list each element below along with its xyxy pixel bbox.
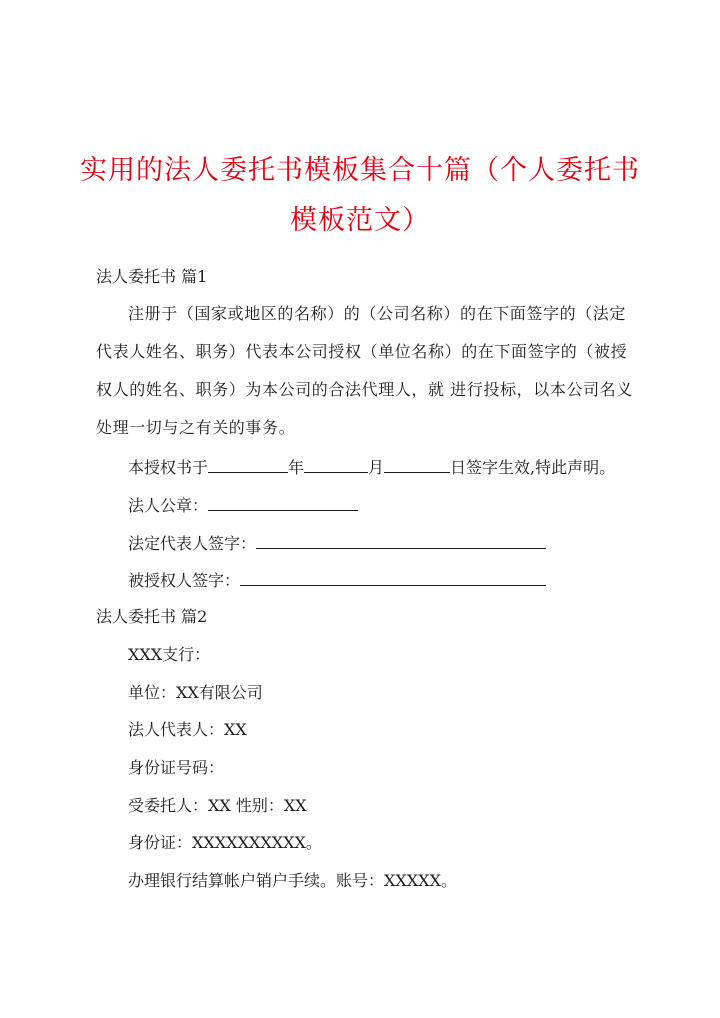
section-2-heading: 法人委托书 篇2 [96, 607, 208, 626]
section-1-heading: 法人委托书 篇1 [96, 267, 208, 286]
section-1-paragraph: 注册于（国家或地区的名称）的（公司名称）的在下面签字的（法定代表人姓名、职务）代表本公司授权（单位名称）的在下面签字的（被授权人的姓名、职务）为本公司的合法代理人，就 进行投标，以本公司名义处理一切与之有关的事务。 [96, 304, 633, 437]
addressee: XXX支行： [128, 645, 211, 664]
effective-suffix: 日签字生效,特此声明。 [450, 458, 616, 477]
year-label: 年 [288, 458, 305, 477]
id-number-line: 身份证号码： [128, 758, 225, 777]
authorized-sign-line [128, 570, 546, 591]
legal-rep-sign-blank [256, 533, 546, 549]
business-line: 办理银行结算帐户销户手续。账号：XXXXX。 [128, 871, 457, 890]
unit-line: 单位：XX有限公司 [128, 683, 263, 702]
seal-line [128, 495, 358, 516]
trustee-line: 受委托人：XX 性别：XX [128, 796, 307, 815]
seal-blank [208, 495, 358, 511]
authorized-sign-label: 被授权人签字： [128, 571, 241, 590]
legal-rep-sign-label: 法定代表人签字： [128, 534, 257, 553]
id-card-line: 身份证：XXXXXXXXXX。 [128, 833, 322, 852]
legal-rep-sign-line [128, 533, 546, 554]
document-title [80, 146, 640, 246]
year-blank [208, 457, 288, 473]
day-blank [384, 457, 450, 473]
legal-rep-line: 法人代表人：XX [128, 720, 247, 739]
month-label: 月 [368, 458, 385, 477]
month-blank [304, 457, 368, 473]
effective-prefix: 本授权书于 [128, 458, 209, 477]
effective-date-line [128, 457, 615, 478]
title-line-2: 模板范文） [290, 205, 430, 236]
authorized-sign-blank [240, 570, 546, 586]
title-line-1: 实用的法人委托书模板集合十篇（个人委托书 [80, 155, 640, 186]
seal-label: 法人公章： [128, 496, 209, 515]
